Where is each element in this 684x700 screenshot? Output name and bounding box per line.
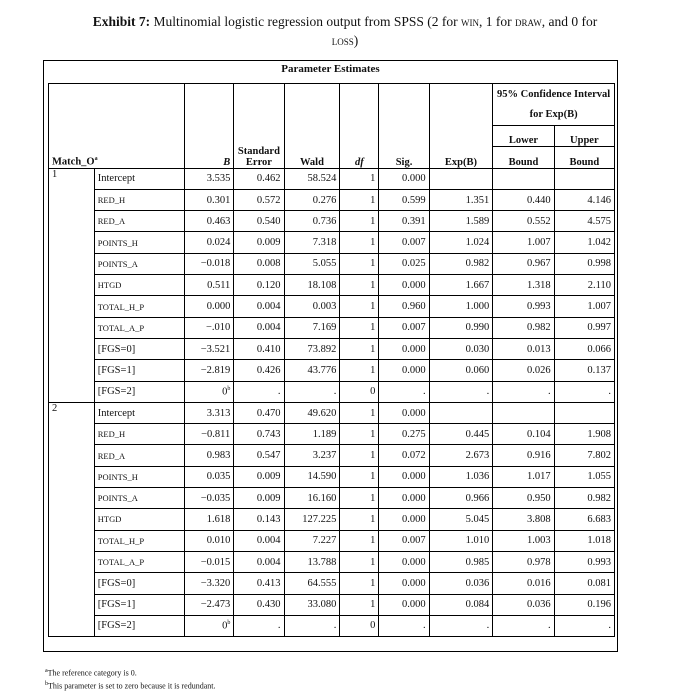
table-row xyxy=(49,360,615,381)
lower-bound-cell: 0.026 xyxy=(493,360,554,381)
lower-bound-cell: . xyxy=(493,615,554,636)
b-cell: 3.313 xyxy=(185,402,234,423)
lower-bound-cell: 0.916 xyxy=(493,445,554,466)
sig-cell: 0.275 xyxy=(379,424,429,445)
expb-cell xyxy=(429,168,493,189)
sig-cell: 0.391 xyxy=(379,211,429,232)
se-cell: 0.413 xyxy=(234,573,284,594)
upper-bound-cell: 4.575 xyxy=(554,211,614,232)
b-cell: 0.983 xyxy=(185,445,234,466)
footnote-a xyxy=(45,666,216,679)
sig-header: Sig. xyxy=(379,84,429,169)
upper-bound-cell: 0.997 xyxy=(554,317,614,338)
se-cell: 0.547 xyxy=(234,445,284,466)
wald-cell: . xyxy=(284,615,340,636)
df-cell: 1 xyxy=(340,402,379,423)
expb-cell: 0.445 xyxy=(429,424,493,445)
df-cell: 1 xyxy=(340,488,379,509)
variable-name-cell: POINTS_H xyxy=(94,466,184,487)
upper-bound-cell: 7.802 xyxy=(554,445,614,466)
b-cell: 0.000 xyxy=(185,296,234,317)
variable-name-cell: Intercept xyxy=(94,168,184,189)
lower-bound-cell: 1.003 xyxy=(493,530,554,551)
se-cell: . xyxy=(234,381,284,402)
table-row xyxy=(49,317,615,338)
table-row xyxy=(49,168,615,189)
variable-name-cell: TOTAL_A_P xyxy=(94,317,184,338)
exhibit-label: Exhibit 7: xyxy=(92,14,151,29)
sig-cell: 0.000 xyxy=(379,594,429,615)
b-cell: −3.320 xyxy=(185,573,234,594)
table-row xyxy=(49,466,615,487)
variable-name-cell: TOTAL_A_P xyxy=(94,551,184,572)
sig-cell: 0.007 xyxy=(379,530,429,551)
variable-name-cell: POINTS_H xyxy=(94,232,184,253)
b-cell: 0.035 xyxy=(185,466,234,487)
b-cell: −2.819 xyxy=(185,360,234,381)
wald-cell: 7.169 xyxy=(284,317,340,338)
df-cell: 0 xyxy=(340,381,379,402)
lower-bound-cell: 1.318 xyxy=(493,275,554,296)
df-cell: 1 xyxy=(340,551,379,572)
df-cell: 1 xyxy=(340,509,379,530)
table-row xyxy=(49,615,615,636)
upper-bound-cell xyxy=(554,402,614,423)
sig-cell: . xyxy=(379,381,429,402)
b-cell: 0.010 xyxy=(185,530,234,551)
upper-header-bottom: Bound xyxy=(554,147,614,168)
variable-name-cell: [FGS=1] xyxy=(94,360,184,381)
wald-cell: 33.080 xyxy=(284,594,340,615)
parameter-estimates-table xyxy=(48,83,615,637)
upper-bound-cell: 1.042 xyxy=(554,232,614,253)
upper-bound-cell: 4.146 xyxy=(554,189,614,210)
se-cell: 0.470 xyxy=(234,402,284,423)
df-cell: 1 xyxy=(340,445,379,466)
se-header-bottom: Error xyxy=(245,156,272,168)
lower-bound-cell: 0.036 xyxy=(493,594,554,615)
upper-bound-cell: 0.081 xyxy=(554,573,614,594)
table-row xyxy=(49,530,615,551)
sig-cell: 0.000 xyxy=(379,551,429,572)
variable-name-cell: HTGD xyxy=(94,509,184,530)
sig-cell: 0.000 xyxy=(379,168,429,189)
upper-header-top: Upper xyxy=(554,126,614,147)
sig-cell: 0.007 xyxy=(379,232,429,253)
se-cell: 0.008 xyxy=(234,253,284,274)
lower-header-top: Lower xyxy=(493,126,554,147)
expb-cell: 2.673 xyxy=(429,445,493,466)
expb-cell: 0.084 xyxy=(429,594,493,615)
se-cell: 0.572 xyxy=(234,189,284,210)
upper-bound-cell: . xyxy=(554,381,614,402)
sig-cell: . xyxy=(379,615,429,636)
wald-cell: 0.736 xyxy=(284,211,340,232)
expb-cell: . xyxy=(429,381,493,402)
lower-bound-cell xyxy=(493,168,554,189)
upper-bound-cell xyxy=(554,168,614,189)
footnote-a-mark: a xyxy=(45,668,48,674)
df-cell: 1 xyxy=(340,338,379,359)
variable-name-cell: [FGS=0] xyxy=(94,573,184,594)
wald-cell: 5.055 xyxy=(284,253,340,274)
b-cell: 1.618 xyxy=(185,509,234,530)
sig-cell: 0.072 xyxy=(379,445,429,466)
b-header: B xyxy=(185,84,234,169)
table-row xyxy=(49,253,615,274)
table-row xyxy=(49,275,615,296)
title-text-3: , and 0 for xyxy=(541,14,598,29)
wald-cell: 64.555 xyxy=(284,573,340,594)
b-value: 0 xyxy=(222,386,228,398)
b-cell: −.010 xyxy=(185,317,234,338)
expb-cell: 0.990 xyxy=(429,317,493,338)
table-row xyxy=(49,189,615,210)
b-cell xyxy=(185,381,234,402)
table-row xyxy=(49,509,615,530)
lower-bound-cell: 1.017 xyxy=(493,466,554,487)
sig-cell: 0.000 xyxy=(379,338,429,359)
upper-bound-cell: . xyxy=(554,615,614,636)
b-cell: −0.018 xyxy=(185,253,234,274)
expb-cell: 0.966 xyxy=(429,488,493,509)
upper-bound-cell: 0.196 xyxy=(554,594,614,615)
expb-cell: 1.024 xyxy=(429,232,493,253)
table-row xyxy=(49,551,615,572)
table-row xyxy=(49,594,615,615)
variable-name-cell: RED_A xyxy=(94,211,184,232)
b-cell: 0.511 xyxy=(185,275,234,296)
b-footnote-mark: b xyxy=(227,620,231,627)
wald-cell: 7.227 xyxy=(284,530,340,551)
lower-bound-cell: 0.016 xyxy=(493,573,554,594)
lower-bound-cell: 0.552 xyxy=(493,211,554,232)
expb-cell: 1.589 xyxy=(429,211,493,232)
wald-cell: 18.108 xyxy=(284,275,340,296)
wald-cell: 3.237 xyxy=(284,445,340,466)
se-cell: 0.004 xyxy=(234,317,284,338)
variable-name-cell: RED_H xyxy=(94,424,184,445)
match-header xyxy=(49,84,185,169)
se-cell: 0.430 xyxy=(234,594,284,615)
wald-cell: 58.524 xyxy=(284,168,340,189)
se-cell: 0.004 xyxy=(234,551,284,572)
sig-cell: 0.007 xyxy=(379,317,429,338)
table-row xyxy=(49,296,615,317)
se-cell: 0.004 xyxy=(234,296,284,317)
se-cell: 0.120 xyxy=(234,275,284,296)
upper-bound-cell: 0.982 xyxy=(554,488,614,509)
b-cell: −2.473 xyxy=(185,594,234,615)
se-cell: 0.009 xyxy=(234,488,284,509)
b-cell: 0.463 xyxy=(185,211,234,232)
table-row xyxy=(49,338,615,359)
wald-cell: . xyxy=(284,381,340,402)
expb-cell: 0.982 xyxy=(429,253,493,274)
variable-name-cell: [FGS=0] xyxy=(94,338,184,359)
footnotes xyxy=(45,666,216,691)
variable-name-cell: Intercept xyxy=(94,402,184,423)
sig-cell: 0.000 xyxy=(379,360,429,381)
variable-name-cell: RED_H xyxy=(94,189,184,210)
sig-cell: 0.000 xyxy=(379,402,429,423)
lower-bound-cell xyxy=(493,402,554,423)
table-row xyxy=(49,381,615,402)
se-cell: 0.410 xyxy=(234,338,284,359)
expb-cell: 1.036 xyxy=(429,466,493,487)
lower-bound-cell: 0.978 xyxy=(493,551,554,572)
upper-bound-cell: 6.683 xyxy=(554,509,614,530)
parameter-estimates-panel xyxy=(43,60,618,652)
b-cell: −0.811 xyxy=(185,424,234,445)
se-cell: 0.004 xyxy=(234,530,284,551)
b-value: 0 xyxy=(222,620,228,632)
upper-bound-cell: 0.137 xyxy=(554,360,614,381)
title-draw: draw xyxy=(515,14,542,29)
title-text-1: Multinomial logistic regression output from SPSS (2 for xyxy=(150,14,461,29)
table-row xyxy=(49,573,615,594)
wald-cell: 7.318 xyxy=(284,232,340,253)
upper-bound-cell: 1.007 xyxy=(554,296,614,317)
footnote-b-text: This parameter is set to zero because it is redundant. xyxy=(48,681,216,691)
df-cell: 1 xyxy=(340,211,379,232)
table-row xyxy=(49,488,615,509)
se-cell: 0.009 xyxy=(234,466,284,487)
lower-bound-cell: 0.440 xyxy=(493,189,554,210)
variable-name-cell: HTGD xyxy=(94,275,184,296)
wald-header: Wald xyxy=(284,84,340,169)
table-body xyxy=(49,168,615,637)
se-cell: 0.009 xyxy=(234,232,284,253)
b-cell: 0.301 xyxy=(185,189,234,210)
variable-name-cell: POINTS_A xyxy=(94,488,184,509)
title-text-2: , 1 for xyxy=(479,14,515,29)
se-cell: 0.462 xyxy=(234,168,284,189)
sig-cell: 0.599 xyxy=(379,189,429,210)
sig-cell: 0.000 xyxy=(379,466,429,487)
df-cell: 1 xyxy=(340,168,379,189)
df-cell: 1 xyxy=(340,296,379,317)
upper-bound-cell: 1.908 xyxy=(554,424,614,445)
df-header: df xyxy=(340,84,379,169)
se-cell: 0.540 xyxy=(234,211,284,232)
expb-cell: 1.351 xyxy=(429,189,493,210)
upper-bound-cell: 0.998 xyxy=(554,253,614,274)
df-cell: 1 xyxy=(340,232,379,253)
expb-header: Exp(B) xyxy=(429,84,493,169)
table-row xyxy=(49,211,615,232)
sig-cell: 0.000 xyxy=(379,488,429,509)
lower-header-bottom: Bound xyxy=(493,147,554,168)
df-cell: 1 xyxy=(340,466,379,487)
lower-bound-cell: 0.013 xyxy=(493,338,554,359)
wald-cell: 0.003 xyxy=(284,296,340,317)
table-title: Parameter Estimates xyxy=(281,63,380,75)
expb-cell: 0.030 xyxy=(429,338,493,359)
df-cell: 1 xyxy=(340,360,379,381)
match-header-sup: a xyxy=(94,156,98,163)
upper-bound-cell: 1.018 xyxy=(554,530,614,551)
se-header xyxy=(234,84,284,169)
footnote-b xyxy=(45,679,216,692)
sig-cell: 0.000 xyxy=(379,509,429,530)
variable-name-cell: TOTAL_H_P xyxy=(94,530,184,551)
wald-cell: 14.590 xyxy=(284,466,340,487)
match-group-label: 1 xyxy=(49,168,95,402)
wald-cell: 13.788 xyxy=(284,551,340,572)
upper-bound-cell: 0.993 xyxy=(554,551,614,572)
variable-name-cell: RED_A xyxy=(94,445,184,466)
lower-bound-cell: 0.993 xyxy=(493,296,554,317)
expb-cell: 5.045 xyxy=(429,509,493,530)
wald-cell: 73.892 xyxy=(284,338,340,359)
table-row xyxy=(49,232,615,253)
lower-bound-cell: . xyxy=(493,381,554,402)
expb-cell: 1.000 xyxy=(429,296,493,317)
lower-bound-cell: 0.950 xyxy=(493,488,554,509)
df-cell: 0 xyxy=(340,615,379,636)
variable-name-cell: POINTS_A xyxy=(94,253,184,274)
df-cell: 1 xyxy=(340,317,379,338)
se-cell: 0.743 xyxy=(234,424,284,445)
footnote-a-text: The reference category is 0. xyxy=(47,668,137,678)
lower-bound-cell: 1.007 xyxy=(493,232,554,253)
table-row xyxy=(49,402,615,423)
upper-bound-cell: 2.110 xyxy=(554,275,614,296)
sig-cell: 0.960 xyxy=(379,296,429,317)
variable-name-cell: [FGS=2] xyxy=(94,615,184,636)
se-cell: 0.143 xyxy=(234,509,284,530)
b-footnote-mark: b xyxy=(227,385,231,392)
variable-name-cell: [FGS=1] xyxy=(94,594,184,615)
b-cell: 0.024 xyxy=(185,232,234,253)
se-cell: . xyxy=(234,615,284,636)
b-cell xyxy=(185,615,234,636)
footnote-b-mark: b xyxy=(45,680,48,687)
wald-cell: 0.276 xyxy=(284,189,340,210)
expb-cell xyxy=(429,402,493,423)
title-win: win xyxy=(461,14,479,29)
match-group-label: 2 xyxy=(49,402,95,636)
sig-cell: 0.000 xyxy=(379,275,429,296)
variable-name-cell: [FGS=2] xyxy=(94,381,184,402)
b-cell: −3.521 xyxy=(185,338,234,359)
lower-bound-cell: 0.104 xyxy=(493,424,554,445)
sig-cell: 0.025 xyxy=(379,253,429,274)
wald-cell: 1.189 xyxy=(284,424,340,445)
table-row xyxy=(49,445,615,466)
title-text-4: ) xyxy=(353,33,359,48)
expb-cell: 0.036 xyxy=(429,573,493,594)
b-cell: 3.535 xyxy=(185,168,234,189)
se-cell: 0.426 xyxy=(234,360,284,381)
lower-bound-cell: 0.982 xyxy=(493,317,554,338)
expb-cell: . xyxy=(429,615,493,636)
sig-cell: 0.000 xyxy=(379,573,429,594)
df-cell: 1 xyxy=(340,594,379,615)
df-cell: 1 xyxy=(340,530,379,551)
expb-cell: 0.060 xyxy=(429,360,493,381)
df-cell: 1 xyxy=(340,573,379,594)
df-cell: 1 xyxy=(340,189,379,210)
se-header-top: Standard xyxy=(237,145,280,157)
df-cell: 1 xyxy=(340,275,379,296)
title-loss: loss xyxy=(331,33,354,48)
ci-header: 95% Confidence Interval for Exp(B) xyxy=(493,84,615,126)
variable-name-cell: TOTAL_H_P xyxy=(94,296,184,317)
expb-cell: 0.985 xyxy=(429,551,493,572)
wald-cell: 43.776 xyxy=(284,360,340,381)
upper-bound-cell: 0.066 xyxy=(554,338,614,359)
wald-cell: 127.225 xyxy=(284,509,340,530)
lower-bound-cell: 3.808 xyxy=(493,509,554,530)
expb-cell: 1.667 xyxy=(429,275,493,296)
wald-cell: 16.160 xyxy=(284,488,340,509)
df-cell: 1 xyxy=(340,424,379,445)
upper-bound-cell: 1.055 xyxy=(554,466,614,487)
wald-cell: 49.620 xyxy=(284,402,340,423)
exhibit-title xyxy=(40,12,650,50)
lower-bound-cell: 0.967 xyxy=(493,253,554,274)
b-cell: −0.015 xyxy=(185,551,234,572)
expb-cell: 1.010 xyxy=(429,530,493,551)
b-cell: −0.035 xyxy=(185,488,234,509)
table-row xyxy=(49,424,615,445)
df-cell: 1 xyxy=(340,253,379,274)
match-header-text: Match_O xyxy=(52,156,95,168)
